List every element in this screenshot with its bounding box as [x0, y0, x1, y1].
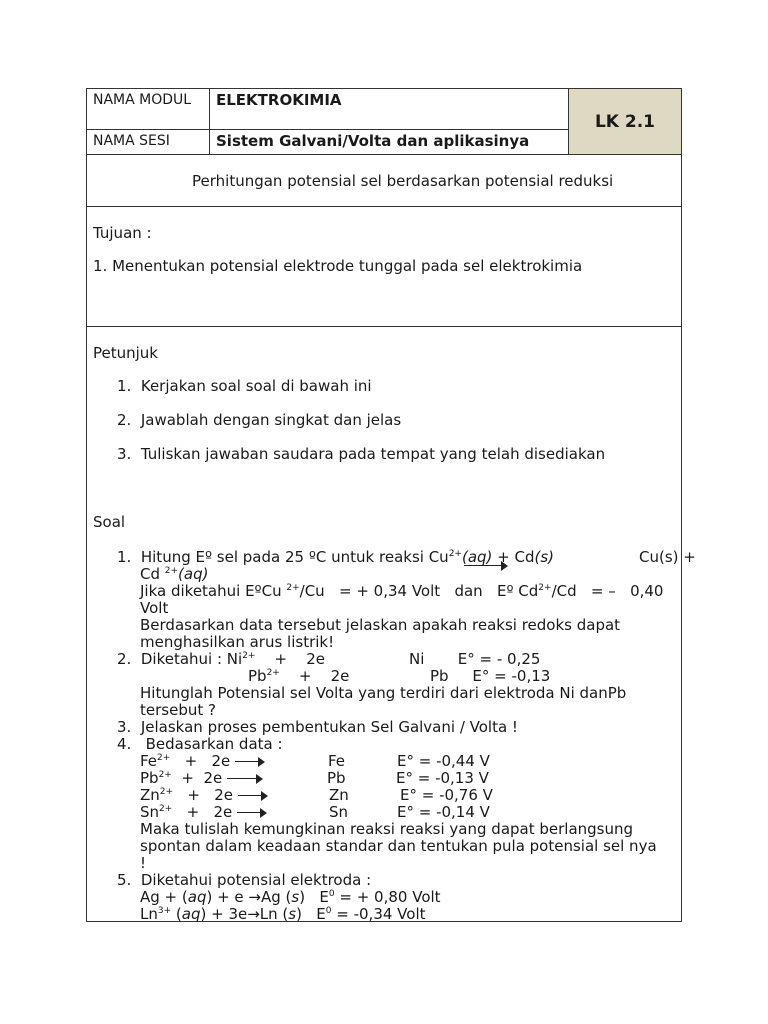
soal-4-row-product: Pb	[327, 769, 346, 787]
worksheet-title: Perhitungan potensial sel berdasarkan potensial reduksi	[87, 155, 681, 207]
soal-heading: Soal	[93, 513, 126, 531]
soal-4-row-potential: E° = -0,44 V	[397, 752, 490, 770]
soal-4-row: $Zn^{2+} + 2e$	[140, 787, 268, 804]
soal-1-line-1: 1. Hitung Eº sel pada 25 ºC untuk reaksi $Cu^{2+}(aq) + Cd(s)$	[117, 548, 555, 566]
soal-4-row: $Sn^{2+} + 2e$	[140, 804, 267, 821]
soal-2-line-1: 2. Diketahui : $Ni^{2+}$ + 2e	[117, 650, 325, 668]
tujuan-heading: Tujuan :	[93, 224, 152, 242]
soal-5-line-1: Ag + (aq) + e →Ag (s) $E^0$ = + 0,80 Volt	[140, 888, 441, 906]
soal-2-line-3: Hitunglah Potensial sel Volta yang terdiri dari elektroda Ni danPb	[140, 684, 627, 702]
soal-1-line-3: Volt	[140, 599, 169, 617]
soal-1-product-cont: Cd $^{2+}$(aq)	[140, 565, 209, 583]
soal-2-pb-product: Pb E° = -0,13	[430, 667, 551, 685]
soal-4-row: $Fe^{2+} + 2e$	[140, 753, 265, 770]
soal-1-line-5: menghasilkan arus listrik!	[140, 633, 335, 651]
nama-modul-value: ELEKTROKIMIA	[210, 89, 569, 130]
soal-4-head: 4. Bedasarkan data :	[117, 735, 283, 753]
soal-1-line-2: Jika diketahui EºCu $^{2+}$/Cu = + 0,34 Volt dan Eº $Cd^{2+}/Cd$ = – 0,40	[140, 582, 664, 600]
nama-sesi-label: NAMA SESI	[87, 130, 210, 155]
soal-5-head: 5. Diketahui potensial elektroda :	[117, 871, 372, 889]
soal-4-tail-3: !	[140, 854, 147, 872]
tujuan-item: 1. Menentukan potensial elektrode tunggal pada sel elektrokimia	[93, 257, 583, 275]
reaction-arrow-icon	[464, 555, 508, 574]
soal-2-line-4: tersebut ?	[140, 701, 216, 719]
petunjuk-heading: Petunjuk	[93, 344, 158, 362]
petunjuk-item-1: 1. Kerjakan soal soal di bawah ini	[117, 377, 372, 395]
soal-2-ni-product: Ni E° = - 0,25	[409, 650, 541, 668]
soal-1-line-4: Berdasarkan data tersebut jelaskan apakah reaksi redoks dapat	[140, 616, 621, 634]
worksheet	[86, 88, 696, 923]
soal-4-row-potential: E° = -0,13 V	[396, 769, 489, 787]
soal-4-tail-2: spontan dalam keadaan standar dan tentukan pula potensial sel nya	[140, 837, 657, 855]
soal-3: 3. Jelaskan proses pembentukan Sel Galvani / Volta !	[117, 718, 518, 736]
soal-1-product: Cu(s) +	[639, 548, 696, 566]
lk-code-badge: LK 2.1	[569, 89, 681, 155]
nama-sesi-value: Sistem Galvani/Volta dan aplikasinya	[210, 130, 569, 155]
nama-modul-label: NAMA MODUL	[87, 89, 210, 130]
soal-5-line-2: $Ln^{3+}$ (aq) + 3e→Ln (s) $E^0 = -0,34$ Volt	[140, 905, 426, 923]
soal-4-row: $Pb^{2+} + 2e$	[140, 770, 263, 787]
petunjuk-item-2: 2. Jawablah dengan singkat dan jelas	[117, 411, 402, 429]
petunjuk-item-3: 3. Tuliskan jawaban saudara pada tempat yang telah disediakan	[117, 445, 606, 463]
soal-4-row-product: Sn	[329, 803, 349, 821]
soal-4-tail-1: Maka tulislah kemungkinan reaksi reaksi yang dapat berlangsung	[140, 820, 634, 838]
soal-2-line-2: $Pb^{2+}$ + 2e	[248, 667, 350, 685]
soal-4-row-product: Zn	[329, 786, 349, 804]
soal-4-row-potential: E° = -0,14 V	[397, 803, 490, 821]
soal-4-row-potential: E° = -0,76 V	[400, 786, 493, 804]
tujuan-section	[87, 207, 681, 327]
soal-4-row-product: Fe	[328, 752, 346, 770]
header-table	[87, 89, 681, 155]
